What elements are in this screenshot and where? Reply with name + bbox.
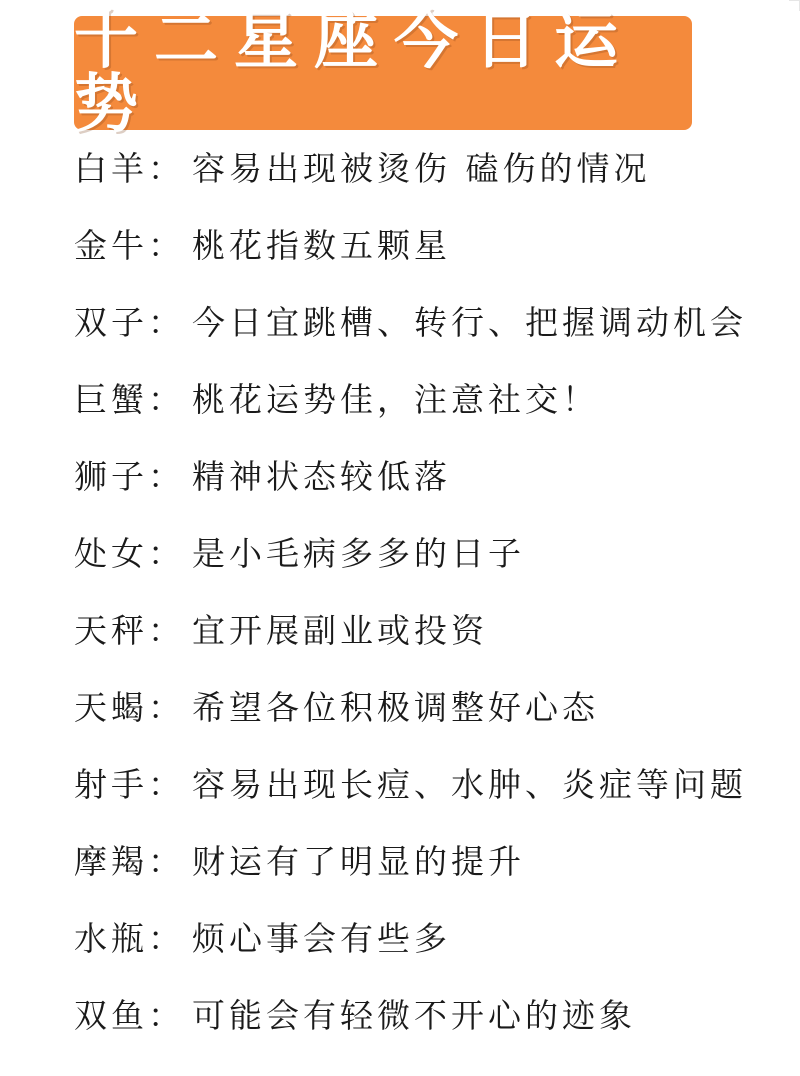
separator: ： [148,611,185,650]
separator: ： [148,688,185,727]
fortune-text: 桃花运势佳，注意社交！ [192,380,599,419]
sign-label: 双鱼 [74,996,148,1035]
list-item [74,898,764,975]
sign-label: 狮子 [74,457,148,496]
list-item [74,821,764,898]
separator: ： [148,765,185,804]
separator: ： [148,919,185,958]
list-item [74,128,764,205]
separator: ： [148,996,185,1035]
sign-label: 双子 [74,303,148,342]
sign-label: 白羊 [74,149,148,188]
horoscope-list [74,128,764,1052]
fortune-text: 精神状态较低落 [192,457,451,496]
fortune-text: 烦心事会有些多 [192,919,451,958]
separator: ： [148,380,185,419]
list-item [74,590,764,667]
fortune-text: 容易出现被烫伤 磕伤的情况 [192,149,651,188]
fortune-text: 希望各位积极调整好心态 [192,688,599,727]
corner-decoration [789,0,800,11]
sign-label: 摩羯 [74,842,148,881]
fortune-text: 宜开展副业或投资 [192,611,488,650]
fortune-text: 是小毛病多多的日子 [192,534,525,573]
separator: ： [148,226,185,265]
fortune-text: 容易出现长痘、水肿、炎症等问题 [192,765,747,804]
list-item [74,359,764,436]
sign-label: 金牛 [74,226,148,265]
separator: ： [148,149,185,188]
list-item [74,282,764,359]
separator: ： [148,303,185,342]
list-item [74,667,764,744]
list-item [74,744,764,821]
separator: ： [148,457,185,496]
sign-label: 天秤 [74,611,148,650]
separator: ： [148,842,185,881]
list-item [74,513,764,590]
sign-label: 射手 [74,765,148,804]
list-item [74,975,764,1052]
list-item [74,205,764,282]
sign-label: 水瓶 [74,919,148,958]
list-item [74,436,764,513]
separator: ： [148,534,185,573]
sign-label: 巨蟹 [74,380,148,419]
sign-label: 处女 [74,534,148,573]
fortune-text: 财运有了明显的提升 [192,842,525,881]
fortune-text: 可能会有轻微不开心的迹象 [192,996,636,1035]
fortune-text: 桃花指数五颗星 [192,226,451,265]
sign-label: 天蝎 [74,688,148,727]
fortune-text: 今日宜跳槽、转行、把握调动机会 [192,303,747,342]
page-title: 十二星座今日运势 [74,4,634,142]
title-banner [74,4,692,142]
